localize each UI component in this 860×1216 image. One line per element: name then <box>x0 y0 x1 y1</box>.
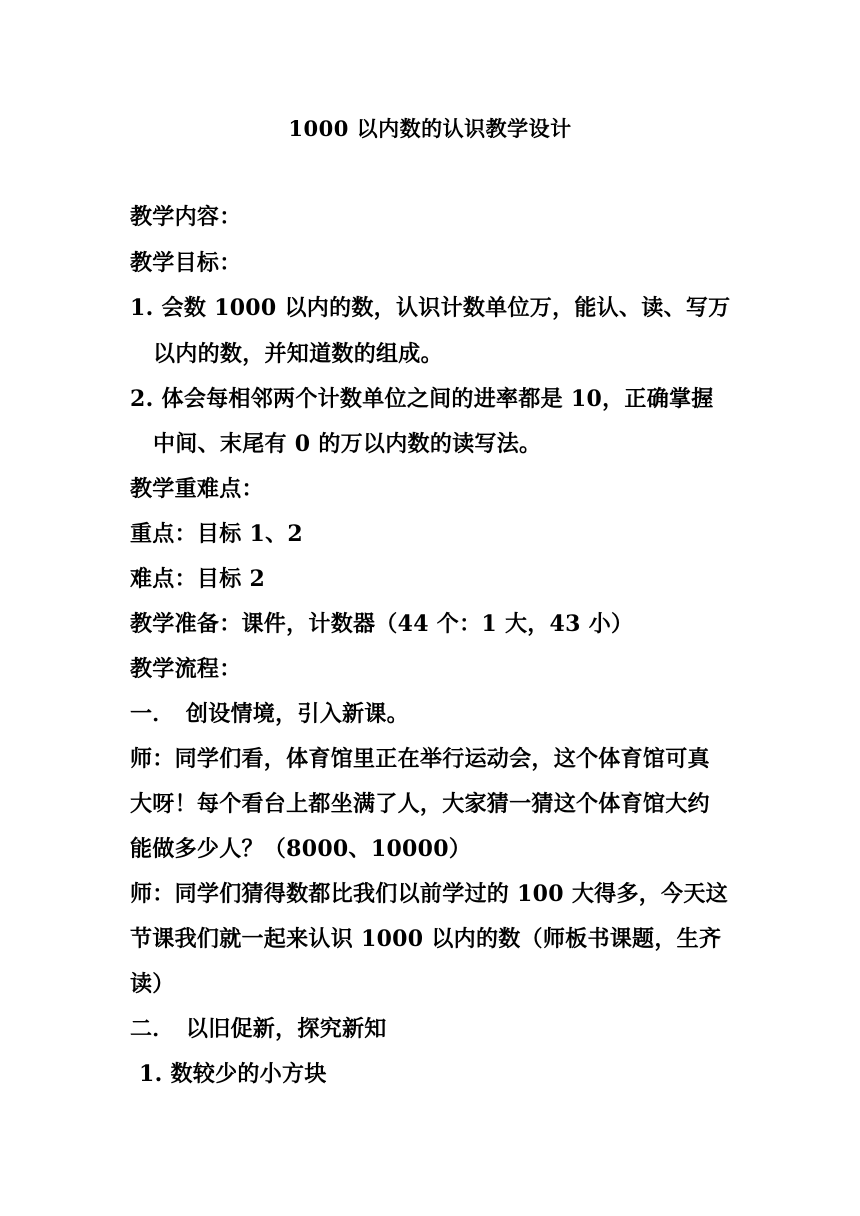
process-step-1-heading: 一． 创设情境，引入新课。 <box>130 701 409 727</box>
dialogue-2-line-2: 节课我们就一起来认识 1000 以内的数（师板书课题，生齐 <box>130 926 722 952</box>
key-point-line: 重点：目标 1、2 <box>130 521 303 547</box>
dialogue-1-line-1: 师：同学们看，体育馆里正在举行运动会，这个体育馆可真 <box>130 746 710 772</box>
objective-2-line-2: 中间、末尾有 0 的万以内数的读写法。 <box>153 431 542 457</box>
section-heading-key-points: 教学重难点： <box>130 476 264 502</box>
preparation-line: 教学准备：课件，计数器（44 个：1 大，43 小） <box>130 611 634 637</box>
section-heading-objectives: 教学目标： <box>130 250 242 276</box>
dialogue-2-line-3: 读） <box>130 971 175 997</box>
objective-1-line-2: 以内的数，并知道数的组成。 <box>153 341 443 367</box>
dialogue-1-line-3: 能做多少人？（8000、10000） <box>130 836 472 862</box>
objective-1-line-1: 1. 会数 1000 以内的数，认识计数单位万，能认、读、写万 <box>130 295 731 321</box>
section-heading-process: 教学流程： <box>130 656 242 682</box>
document-title: 1000 以内数的认识教学设计 <box>288 116 572 141</box>
process-step-2-heading: 二． 以旧促新，探究新知 <box>130 1016 387 1042</box>
difficulty-line: 难点：目标 2 <box>130 566 266 592</box>
dialogue-2-line-1: 师：同学们猜得数都比我们以前学过的 100 大得多，今天这 <box>130 881 728 907</box>
objective-2-line-1: 2. 体会每相邻两个计数单位之间的进率都是 10，正确掌握 <box>130 386 714 412</box>
dialogue-1-line-2: 大呀！每个看台上都坐满了人，大家猜一猜这个体育馆大约 <box>130 791 710 817</box>
subsection-1-heading: 1. 数较少的小方块 <box>139 1061 327 1087</box>
section-heading-content: 教学内容： <box>130 204 242 230</box>
